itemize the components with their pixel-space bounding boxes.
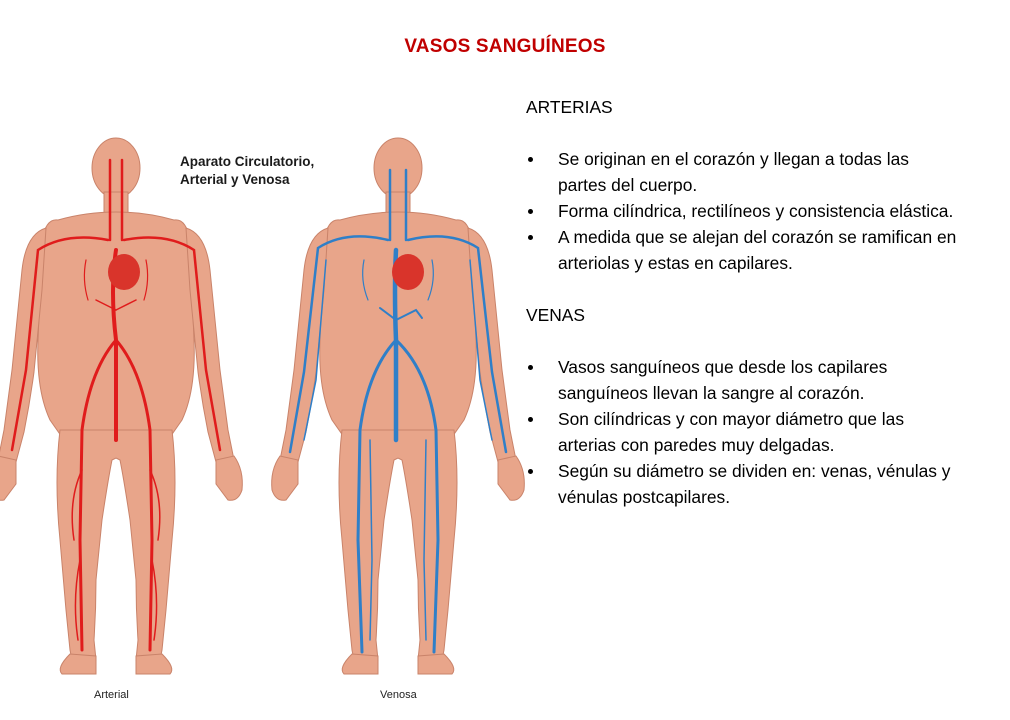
figure-title-line1: Aparato Circulatorio,	[180, 154, 315, 169]
slide-title: VASOS SANGUÍNEOS	[404, 36, 606, 57]
figure-title-line2: Arterial y Venosa	[180, 172, 290, 187]
section-spacer	[526, 276, 958, 302]
venous-caption: Venosa	[380, 689, 417, 701]
venas-heading: VENAS	[526, 305, 585, 325]
text-column	[526, 94, 958, 510]
arterial-body-icon	[0, 138, 242, 701]
arterial-caption: Arterial	[94, 689, 129, 701]
venas-list	[526, 354, 958, 510]
list-item: Se originan en el corazón y llegan a todas las partes del cuerpo.	[526, 146, 958, 198]
circulatory-illustration	[8, 140, 478, 701]
list-item: Son cilíndricas y con mayor diámetro que las arterias con paredes muy delgadas.	[526, 406, 958, 458]
arterias-list	[526, 146, 958, 276]
list-item: Según su diámetro se dividen en: venas, vénulas y vénulas postcapilares.	[526, 458, 958, 510]
venous-body-icon	[272, 138, 525, 701]
list-item: Vasos sanguíneos que desde los capilares sanguíneos llevan la sangre al corazón.	[526, 354, 958, 406]
list-item: Forma cilíndrica, rectilíneos y consistencia elástica.	[526, 198, 958, 224]
arterias-heading: ARTERIAS	[526, 97, 613, 117]
list-item: A medida que se alejan del corazón se ramifican en arteriolas y estas en capilares.	[526, 224, 958, 276]
